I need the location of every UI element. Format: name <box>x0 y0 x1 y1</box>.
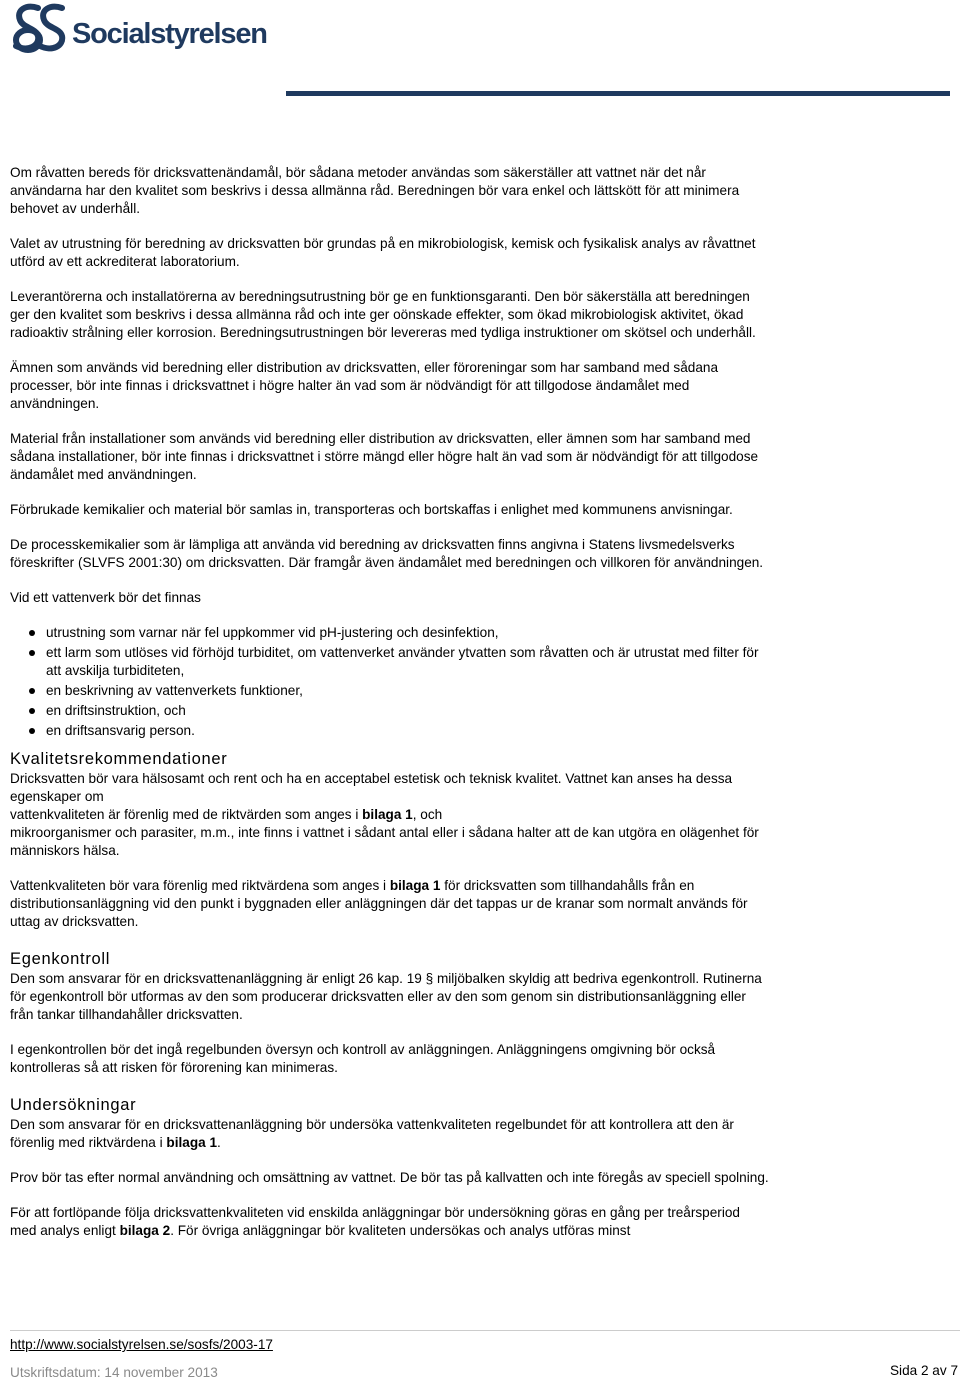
paragraph: Den som ansvarar för en dricksvattenanläggning är enligt 26 kap. 19 § miljöbalken skyldig att bedriva egenkontroll. Rutinerna för egenkontroll bör utformas av den som producerar dricksvatten eller av den som genom sin distributionsanläggning eller från tankar tillhandahåller dricksvatten. <box>10 971 762 1022</box>
paragraph: Valet av utrustning för beredning av dricksvatten bör grundas på en mikrobiologisk, kemisk och fysikalisk analys av råvattnet utförd av ett ackrediterat laboratorium. <box>10 236 756 269</box>
list-item: en driftsansvarig person. <box>46 722 770 740</box>
footer-rule <box>10 1330 960 1331</box>
brand-name: Socialstyrelsen <box>72 18 267 50</box>
paragraph: Leverantörerna och installatörerna av beredningsutrustning bör ge en funktionsgaranti. Den bör säkerställa att beredningen ger den kvalitet som beskrivs i dessa allmänna råd och inte ger oönskade effekter, som ökad mikrobiologisk aktivitet, ökad radioaktiv strålning eller korrosion. Beredningsutrustningen bör levereras med tydliga instruktioner om skötsel och underhåll. <box>10 289 756 340</box>
source-url-link[interactable]: http://www.socialstyrelsen.se/sosfs/2003-17 <box>10 1337 273 1352</box>
page-header <box>0 0 960 100</box>
list-item: utrustning som varnar när fel uppkommer vid pH-justering och desinfektion, <box>46 624 770 642</box>
paragraph: Den som ansvarar för en dricksvattenanläggning bör undersöka vattenkvaliteten regelbundet för att kontrollera att den är förenlig med riktvärdena i bilaga 1. <box>10 1117 734 1150</box>
header-rule <box>286 91 950 96</box>
section-heading-kvalitet: Kvalitetsrekommendationer <box>10 750 228 768</box>
paragraph: För att fortlöpande följa dricksvattenkvaliteten vid enskilda anläggningar bör undersökning göras en gång per treårsperiod med analys enligt bilaga 2. För övriga anläggningar bör kvaliteten undersökas och analys utföras minst <box>10 1205 740 1238</box>
paragraph: Om råvatten bereds för dricksvattenändamål, bör sådana metoder användas som säkerställer att vattnet när det når användarna har den kvalitet som beskrivs i dessa allmänna råd. Beredningen bör vara enkel och lättskött för att minimera behovet av underhåll. <box>10 165 740 216</box>
section-heading-egenkontroll: Egenkontroll <box>10 950 111 968</box>
paragraph: Ämnen som används vid beredning eller distribution av dricksvatten, eller föroreningar som har samband med sådana processer, bör inte finnas i dricksvattnet i högre halter än vad som är nödvändigt för att tillgodose ändamålet med användningen. <box>10 360 719 411</box>
page-number: Sida 2 av 7 <box>889 1363 958 1378</box>
section-heading-undersokningar: Undersökningar <box>10 1096 137 1114</box>
list-item: ett larm som utlöses vid förhöjd turbiditet, om vattenverket använder ytvatten som råvatten och är utrustat med filter för att avskilja turbiditeten, <box>46 644 770 680</box>
requirements-list <box>10 624 770 740</box>
list-item: en driftsinstruktion, och <box>46 702 770 720</box>
paragraph: Förbrukade kemikalier och material bör samlas in, transporteras och bortskaffas i enlighet med kommunens anvisningar. <box>10 502 733 517</box>
paragraph: Material från installationer som används vid beredning eller distribution av dricksvatten, eller ämnen som har samband med sådana installationer, bör inte finnas i dricksvattnet i större mängd eller högre halt än vad som är nödvändigt för att tillgodose ändamålet med användningen. <box>10 431 759 482</box>
document-body <box>10 164 770 1257</box>
paragraph: Vid ett vattenverk bör det finnas <box>10 590 201 605</box>
socialstyrelsen-logo-icon <box>8 2 70 56</box>
print-date: Utskriftsdatum: 14 november 2013 <box>10 1365 218 1380</box>
list-item: en beskrivning av vattenverkets funktioner, <box>46 682 770 700</box>
paragraph: De processkemikalier som är lämpliga att använda vid beredning av dricksvatten finns angivna i Statens livsmedelsverks föreskrifter (SLVFS 2001:30) om dricksvatten. Där framgår även ändamålet med beredningen och villkoren för användningen. <box>10 537 764 570</box>
paragraph: Vattenkvaliteten bör vara förenlig med riktvärdena som anges i bilaga 1 för dricksvatten som tillhandahålls från en distributionsanläggning vid den punkt i byggnaden eller anläggningen där det tappas ur de kranar som normalt används för uttag av dricksvatten. <box>10 878 748 929</box>
paragraph: Dricksvatten bör vara hälsosamt och rent och ha en acceptabel estetisk och teknisk kvalitet. Vattnet kan anses ha dessa egenskaper om vattenkvaliteten är förenlig med de riktvärden som anges i bilaga 1, och mikroorganismer och parasiter, m.m., inte finns i vattnet i sådant antal eller i sådana halter att de kan utgöra en olägenhet för människors hälsa. <box>10 771 759 858</box>
paragraph: I egenkontrollen bör det ingå regelbunden översyn och kontroll av anläggningen. Anläggningens omgivning bör också kontrolleras så att risken för förorening kan minimeras. <box>10 1042 716 1075</box>
paragraph: Prov bör tas efter normal användning och omsättning av vattnet. De bör tas på kallvatten och inte föregås av speciell spolning. <box>10 1170 769 1185</box>
